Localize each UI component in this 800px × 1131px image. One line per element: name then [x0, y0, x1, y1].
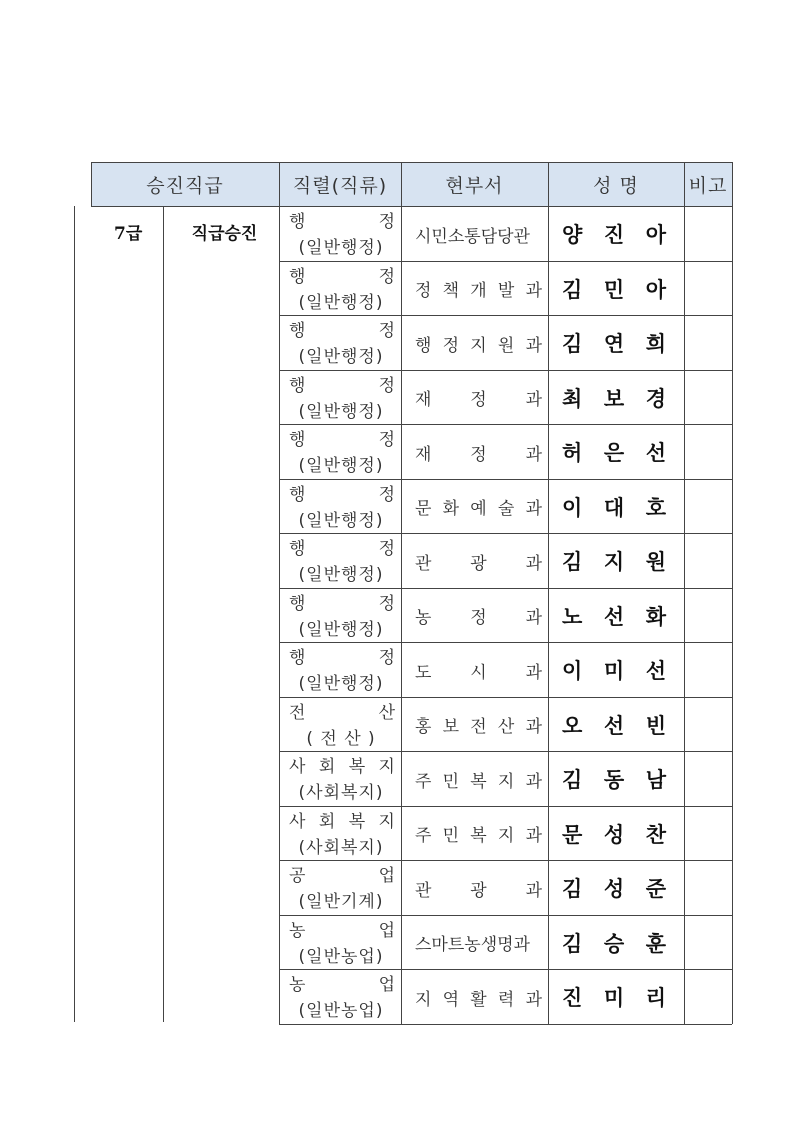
series-cell [281, 970, 399, 1024]
series-name: 행 정 [289, 430, 395, 450]
series-cell [281, 916, 399, 970]
name-cell [550, 425, 682, 479]
cell-text: 재 정 과 [415, 444, 542, 465]
grid-line [732, 162, 733, 1024]
grid-line [279, 479, 732, 480]
name-cell [550, 316, 682, 370]
cell-text: 진 미 리 [562, 986, 666, 1010]
series-name: 행 정 [289, 375, 395, 396]
series-cell [281, 480, 399, 534]
grid-line [279, 915, 732, 916]
series-name: 공 업 [289, 866, 395, 886]
header-dept: 현부서 [445, 174, 504, 197]
cell-text: 김 동 남 [562, 768, 666, 792]
series-name: 행 정 [289, 593, 395, 614]
series-name: 행 정 [289, 212, 395, 232]
series-subtype: (일반행정) [298, 619, 384, 640]
name-cell [550, 589, 682, 643]
cell-text: 이 미 선 [562, 659, 666, 683]
series-name: 행 정 [289, 648, 395, 668]
series-name: 사 회 복 지 [289, 811, 395, 832]
series-cell [281, 643, 399, 697]
series-cell [281, 589, 399, 643]
series-subtype: (일반행정) [298, 401, 384, 422]
dept-cell [405, 698, 546, 752]
grid-line [401, 162, 402, 1024]
series-subtype: (일반행정) [298, 674, 384, 694]
series-cell [281, 534, 399, 588]
grid-line [279, 806, 732, 807]
name-cell [550, 534, 682, 588]
series-subtype: ( 전 산 ) [306, 728, 376, 749]
grid-line [279, 370, 732, 371]
series-subtype: (일반행정) [298, 510, 384, 531]
series-subtype: (일반행정) [298, 456, 384, 476]
cell-text: 이 대 호 [562, 495, 666, 520]
dept-cell [405, 807, 546, 861]
dept-cell [405, 752, 546, 806]
series-name: 행 정 [289, 484, 395, 505]
series-cell [281, 807, 399, 861]
series-subtype: (일반행정) [298, 347, 384, 367]
series-subtype: (일반행정) [298, 565, 384, 585]
cell-text: 홍 보 전 산 과 [415, 717, 542, 737]
dept-cell [405, 480, 546, 534]
grid-line [279, 315, 732, 316]
series-subtype: (일반농업) [298, 1001, 384, 1021]
dept-cell [405, 916, 546, 970]
grid-line [279, 1024, 732, 1025]
series-cell [281, 207, 399, 261]
series-name: 농 업 [289, 920, 395, 941]
series-subtype: (일반행정) [298, 238, 384, 258]
dept-cell [405, 207, 546, 261]
name-cell [550, 752, 682, 806]
series-subtype: (사회복지) [298, 837, 384, 858]
cell-text: 주 민 복 지 과 [415, 771, 542, 792]
name-cell [550, 207, 682, 261]
series-name: 전 산 [289, 702, 395, 723]
dept-cell [405, 425, 546, 479]
cell-text: 관 광 과 [415, 880, 542, 901]
cell-text: 노 선 화 [562, 604, 666, 629]
grid-line [279, 642, 732, 643]
grid-line [279, 697, 732, 698]
series-cell [281, 698, 399, 752]
cell-text: 농 정 과 [415, 608, 542, 628]
grid-line [163, 206, 164, 1022]
series-cell [281, 316, 399, 370]
dept-cell [405, 262, 546, 316]
grid-line [279, 969, 732, 970]
name-cell [550, 807, 682, 861]
grid-line [91, 162, 732, 163]
grid-line [279, 261, 732, 262]
dept-cell [405, 316, 546, 370]
name-cell [550, 861, 682, 915]
dept-cell [405, 861, 546, 915]
cell-text: 문 성 찬 [562, 822, 666, 847]
name-cell [550, 371, 682, 425]
series-name: 행 정 [289, 321, 395, 341]
cell-text: 허 은 선 [562, 441, 666, 465]
grid-line [279, 860, 732, 861]
cell-text: 김 성 준 [562, 877, 666, 901]
grid-line [279, 751, 732, 752]
grid-line [91, 162, 92, 206]
cell-text: 김 연 희 [562, 332, 666, 356]
series-name: 사 회 복 지 [289, 757, 395, 777]
dept-cell [405, 589, 546, 643]
dept-cell [405, 970, 546, 1024]
grid-line [91, 206, 732, 207]
header-name: 성 명 [593, 174, 639, 197]
name-cell [550, 643, 682, 697]
grid-line [279, 588, 732, 589]
cell-text: 재 정 과 [415, 390, 542, 410]
name-cell [550, 698, 682, 752]
grid-line [279, 533, 732, 534]
dept-cell [405, 534, 546, 588]
name-cell [550, 262, 682, 316]
header-note: 비고 [688, 174, 728, 197]
header-series: 직렬(직류) [292, 174, 388, 197]
series-subtype: (일반농업) [298, 946, 384, 967]
cell-text: 정 책 개 발 과 [415, 281, 542, 301]
cell-text: 도 시 과 [415, 662, 542, 683]
series-cell [281, 371, 399, 425]
name-cell [550, 480, 682, 534]
cell-text: 스마트농생명과 [415, 935, 530, 955]
cell-text: 관 광 과 [415, 553, 542, 574]
cell-text: 김 민 아 [562, 277, 666, 302]
series-subtype: (사회복지) [298, 783, 384, 803]
grid-line [684, 162, 685, 1024]
grid-line [74, 206, 75, 1022]
series-cell [281, 861, 399, 915]
dept-cell [405, 643, 546, 697]
cell-text: 행 정 지 원 과 [415, 335, 542, 356]
cell-text: 김 지 원 [562, 550, 666, 574]
series-name: 농 업 [289, 975, 395, 995]
series-subtype: (일반기계) [298, 892, 384, 912]
cell-text: 오 선 빈 [562, 713, 666, 738]
header-grade: 승진직급 [146, 174, 224, 197]
grid-line [279, 424, 732, 425]
cell-text: 주 민 복 지 과 [415, 826, 542, 846]
promotion-type: 직급승진 [191, 223, 258, 244]
series-subtype: (일반행정) [298, 292, 384, 313]
series-cell [281, 425, 399, 479]
cell-text: 지 역 활 력 과 [415, 989, 542, 1010]
cell-text: 양 진 아 [562, 223, 666, 247]
cell-text: 시민소통담당관 [415, 226, 530, 247]
cell-text: 김 승 훈 [562, 931, 666, 956]
dept-cell [405, 371, 546, 425]
series-name: 행 정 [289, 266, 395, 287]
name-cell [550, 970, 682, 1024]
cell-text: 문 화 예 술 과 [415, 499, 542, 519]
name-cell [550, 916, 682, 970]
grid-line [279, 162, 280, 1024]
series-cell [281, 262, 399, 316]
grid-line [548, 162, 549, 1024]
series-cell [281, 752, 399, 806]
cell-text: 최 보 경 [562, 386, 666, 411]
series-name: 행 정 [289, 539, 395, 559]
grade-value: 7급 [114, 223, 143, 244]
